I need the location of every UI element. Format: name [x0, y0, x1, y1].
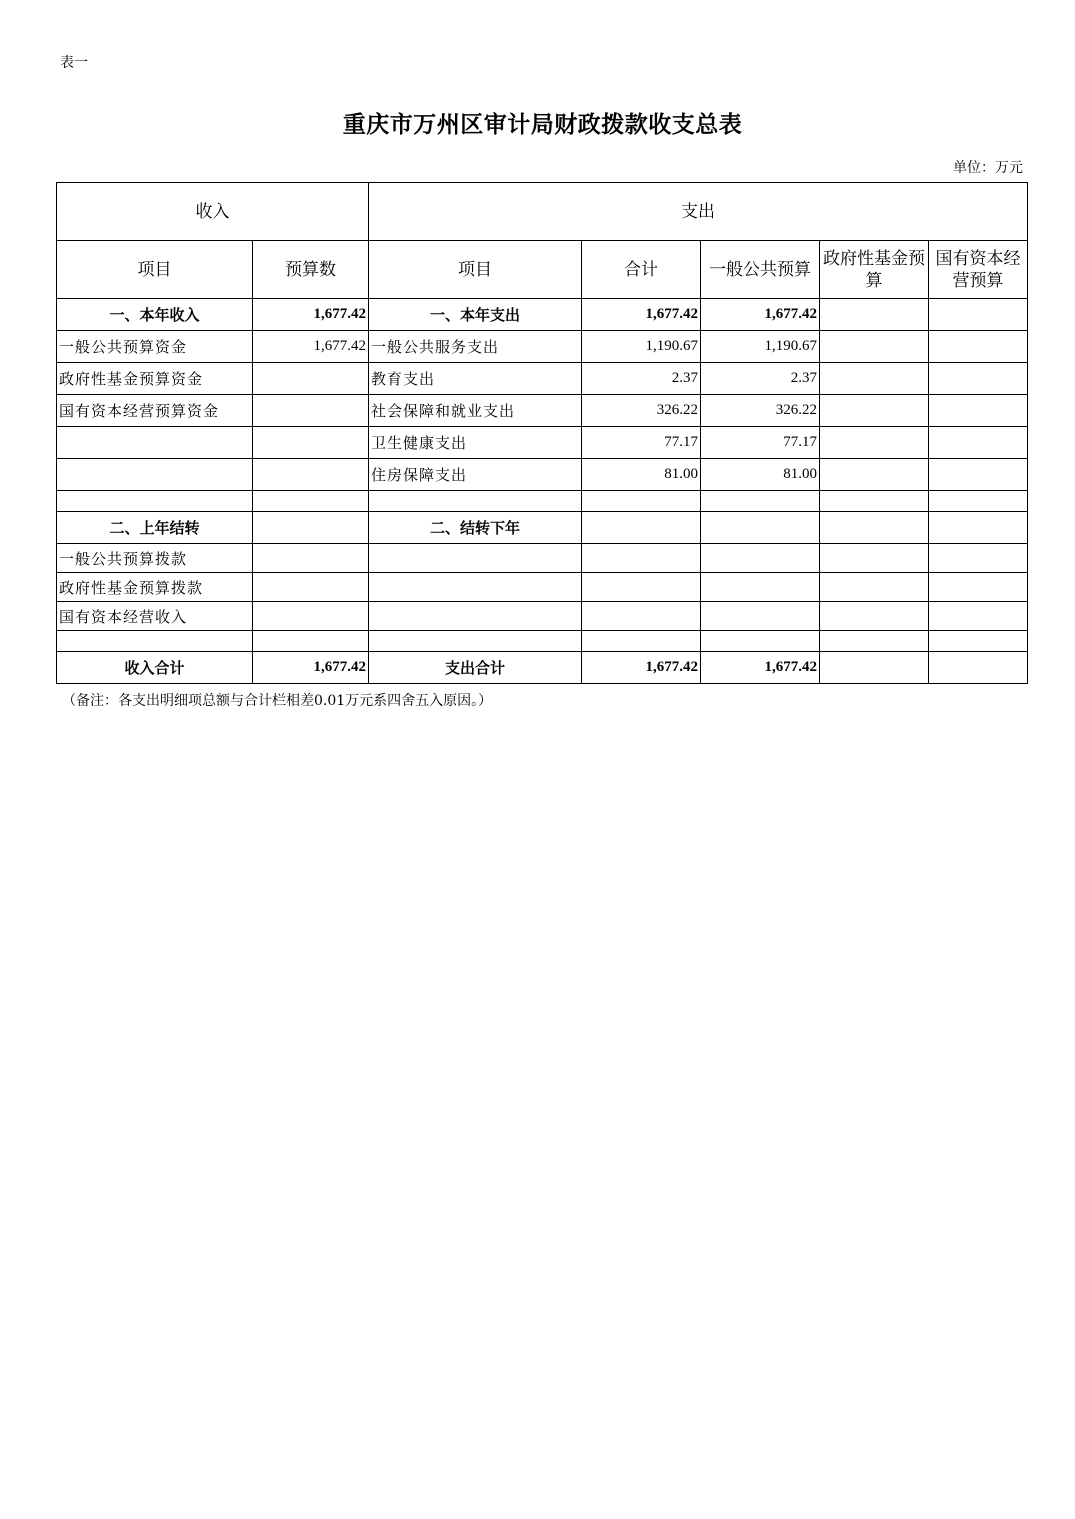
row-label: 卫生健康支出: [369, 427, 582, 459]
table-row: [57, 395, 1028, 427]
empty-cell: [701, 631, 820, 652]
row-label: 一般公共预算拨款: [57, 544, 253, 573]
table-row: [57, 602, 1028, 631]
empty-cell: [582, 602, 701, 631]
row-value: 81.00: [701, 459, 820, 491]
empty-cell: [253, 491, 369, 512]
empty-cell: [929, 363, 1028, 395]
row-label: 住房保障支出: [369, 459, 582, 491]
row-value: 1,190.67: [582, 331, 701, 363]
empty-cell: [820, 459, 929, 491]
empty-cell: [253, 573, 369, 602]
row-value: 326.22: [582, 395, 701, 427]
expense-item-header: 项目: [369, 241, 582, 299]
row-label: 政府性基金预算拨款: [57, 573, 253, 602]
row-value: [253, 427, 369, 459]
gov-fund-header: 政府性基金预算: [820, 241, 929, 299]
empty-cell: [701, 491, 820, 512]
empty-cell: [820, 573, 929, 602]
row-label: [57, 459, 253, 491]
table-row: [57, 512, 1028, 544]
empty-cell: [820, 544, 929, 573]
empty-cell: [369, 631, 582, 652]
table-row: [57, 331, 1028, 363]
empty-cell: [929, 544, 1028, 573]
empty-cell: [369, 544, 582, 573]
empty-cell: [929, 631, 1028, 652]
empty-cell: [369, 491, 582, 512]
empty-cell: [929, 512, 1028, 544]
empty-cell: [820, 427, 929, 459]
empty-cell: [57, 491, 253, 512]
table-number: 表一: [60, 55, 88, 71]
empty-cell: [820, 631, 929, 652]
empty-cell: [369, 573, 582, 602]
table-row: [57, 491, 1028, 512]
budget-summary-table: [56, 182, 1028, 684]
empty-cell: [929, 573, 1028, 602]
income-item-header: 项目: [57, 241, 253, 299]
total-row: [57, 652, 1028, 684]
row-value: 1,677.42: [582, 299, 701, 331]
empty-cell: [929, 427, 1028, 459]
general-total-value: 1,677.42: [701, 652, 820, 684]
row-value: 1,677.42: [701, 299, 820, 331]
empty-cell: [929, 652, 1028, 684]
empty-cell: [820, 299, 929, 331]
empty-cell: [929, 395, 1028, 427]
empty-cell: [582, 631, 701, 652]
general-budget-header: 一般公共预算: [701, 241, 820, 299]
row-value: [253, 363, 369, 395]
row-label: 社会保障和就业支出: [369, 395, 582, 427]
row-label: 一般公共预算资金: [57, 331, 253, 363]
income-header: 收入: [57, 183, 369, 241]
budget-header: 预算数: [253, 241, 369, 299]
empty-cell: [253, 512, 369, 544]
income-total-label: 收入合计: [57, 652, 253, 684]
empty-cell: [820, 652, 929, 684]
empty-cell: [820, 395, 929, 427]
row-label: 二、上年结转: [57, 512, 253, 544]
row-value: 2.37: [701, 363, 820, 395]
empty-cell: [582, 544, 701, 573]
row-label: [57, 427, 253, 459]
empty-cell: [582, 573, 701, 602]
expense-header: 支出: [369, 183, 1028, 241]
row-label: 国有资本经营收入: [57, 602, 253, 631]
empty-cell: [57, 631, 253, 652]
row-value: 81.00: [582, 459, 701, 491]
empty-cell: [253, 544, 369, 573]
footnote: （备注：各支出明细项总额与合计栏相差0.01万元系四舍五入原因。）: [62, 693, 493, 709]
table-row: [57, 427, 1028, 459]
row-value: 1,677.42: [253, 331, 369, 363]
table-row: [57, 299, 1028, 331]
row-value: 77.17: [701, 427, 820, 459]
empty-cell: [929, 331, 1028, 363]
empty-cell: [701, 602, 820, 631]
row-label: 一、本年支出: [369, 299, 582, 331]
empty-cell: [701, 512, 820, 544]
expense-total-label: 支出合计: [369, 652, 582, 684]
empty-cell: [929, 602, 1028, 631]
row-value: [253, 459, 369, 491]
empty-cell: [820, 491, 929, 512]
empty-cell: [929, 299, 1028, 331]
table-row: [57, 544, 1028, 573]
table-row: [57, 573, 1028, 602]
empty-cell: [253, 631, 369, 652]
empty-cell: [929, 491, 1028, 512]
row-label: 一般公共服务支出: [369, 331, 582, 363]
row-label: 一、本年收入: [57, 299, 253, 331]
expense-total-value: 1,677.42: [582, 652, 701, 684]
empty-cell: [820, 602, 929, 631]
row-value: 1,677.42: [253, 299, 369, 331]
empty-cell: [701, 544, 820, 573]
empty-cell: [820, 363, 929, 395]
row-value: 326.22: [701, 395, 820, 427]
page-title: 重庆市万州区审计局财政拨款收支总表: [342, 111, 743, 138]
row-label: 教育支出: [369, 363, 582, 395]
row-label: 二、结转下年: [369, 512, 582, 544]
empty-cell: [929, 459, 1028, 491]
row-value: [253, 395, 369, 427]
empty-cell: [701, 573, 820, 602]
income-total-value: 1,677.42: [253, 652, 369, 684]
state-capital-header: 国有资本经营预算: [929, 241, 1028, 299]
empty-cell: [820, 331, 929, 363]
table-row: [57, 459, 1028, 491]
table-row: [57, 363, 1028, 395]
empty-cell: [820, 512, 929, 544]
empty-cell: [369, 602, 582, 631]
total-header: 合计: [582, 241, 701, 299]
row-value: 77.17: [582, 427, 701, 459]
unit-label: 单位：万元: [953, 160, 1023, 176]
row-value: 1,190.67: [701, 331, 820, 363]
empty-cell: [582, 512, 701, 544]
row-value: 2.37: [582, 363, 701, 395]
empty-cell: [253, 602, 369, 631]
row-label: 政府性基金预算资金: [57, 363, 253, 395]
empty-cell: [582, 491, 701, 512]
table-row: [57, 631, 1028, 652]
row-label: 国有资本经营预算资金: [57, 395, 253, 427]
